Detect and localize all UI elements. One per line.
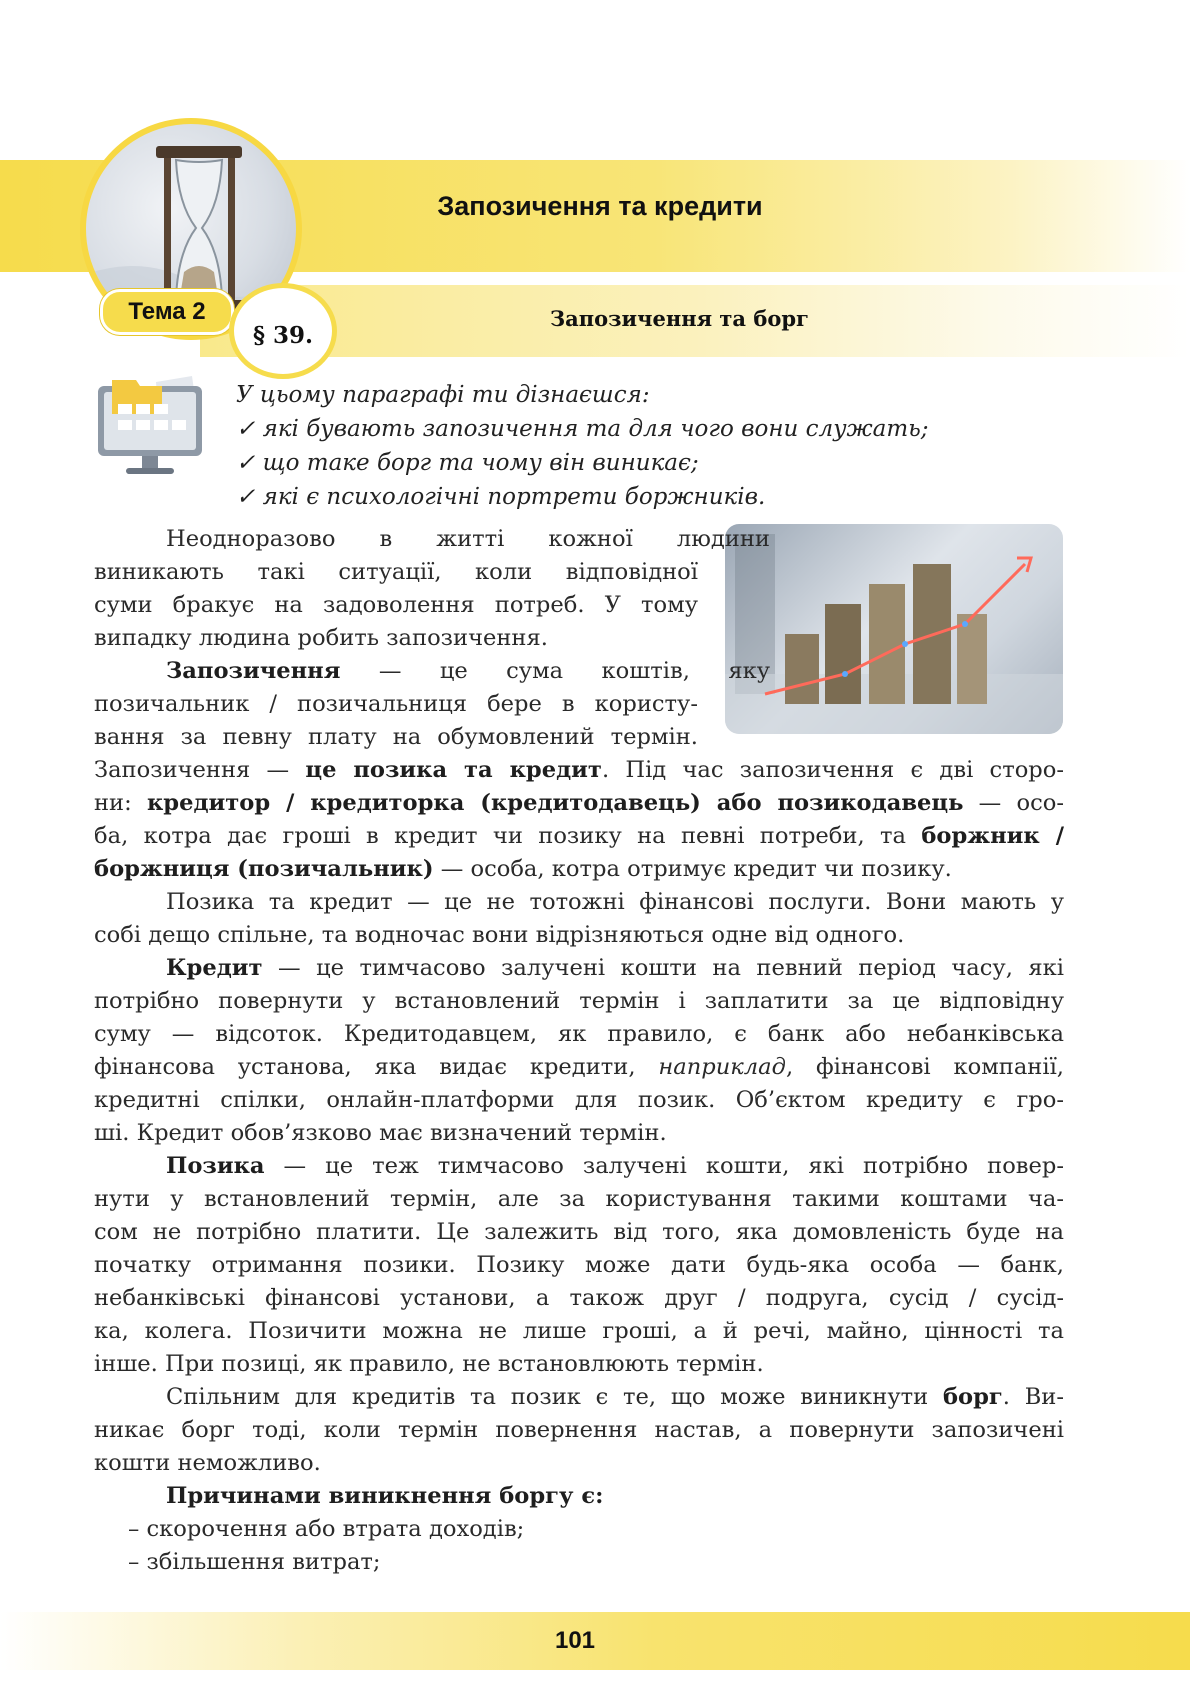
- list-item: – збільшення витрат;: [128, 1549, 381, 1575]
- text-line: нути у встановлений термін, але за користування такими коштами ча-: [94, 1186, 1064, 1212]
- intro-item: ✓ які є психологічні портрети боржників.: [236, 484, 766, 510]
- text-line: ші. Кредит обов’язково має визначений термін.: [94, 1120, 667, 1146]
- text-line: Запозичення — це сума коштів, яку: [166, 658, 770, 684]
- text-line: фінансова установа, яка видає кредити, наприклад, фінансові компанії,: [94, 1054, 1064, 1080]
- text-line: Позика — це теж тимчасово залучені кошти, які потрібно повер-: [166, 1153, 1064, 1179]
- page-number: 101: [554, 1627, 596, 1654]
- text-line: потрібно повернути у встановлений термін і заплатити за це відповідну: [94, 988, 1064, 1014]
- theme-label: Тема 2: [100, 289, 234, 335]
- text-line: початку отримання позики. Позику може дати будь-яка особа — банк,: [94, 1252, 1064, 1278]
- text-line: собі дещо спільне, та водночас вони відрізняються одне від одного.: [94, 922, 905, 948]
- body-text: [94, 523, 1064, 1579]
- text-line: ка, колега. Позичити можна не лише гроші, а й речі, майно, цінності та: [94, 1318, 1064, 1344]
- text-line: ни: кредитор / кредиторка (кредитодавець) або позикодавець — осо-: [94, 790, 1064, 816]
- text-line: виникають такі ситуації, коли відповідної: [94, 559, 698, 585]
- text-line: Спільним для кредитів та позик є те, що може виникнути борг. Ви-: [166, 1384, 1064, 1410]
- text-line: вання за певну плату на обумовлений термін.: [94, 724, 698, 750]
- text-line: кошти неможливо.: [94, 1450, 321, 1476]
- text-line: Запозичення — це позика та кредит. Під час запозичення є дві сторо-: [94, 757, 1064, 783]
- text-line: Неодноразово в житті кожної людини: [166, 526, 770, 552]
- text-line: никає борг тоді, коли термін повернення настав, а повернути запозичені: [94, 1417, 1064, 1443]
- text-line: небанківські фінансові установи, а також друг / подруга, сусід / сусід-: [94, 1285, 1064, 1311]
- intro-block: [236, 378, 1116, 514]
- text-line: суму — відсоток. Кредитодавцем, як правило, є банк або небанківська: [94, 1021, 1064, 1047]
- section-title: Запозичення та борг: [550, 306, 809, 331]
- text-line: випадку людина робить запозичення.: [94, 625, 548, 651]
- paragraph-number: § 39.: [229, 283, 337, 379]
- text-line: суми бракує на задоволення потреб. У тому: [94, 592, 698, 618]
- text-line: ба, котра дає гроші в кредит чи позику на певні потреби, та боржник /: [94, 823, 1064, 849]
- text-line: інше. При позиці, як правило, не встановлюють термін.: [94, 1351, 764, 1377]
- intro-item: ✓ що таке борг та чому він виникає;: [236, 450, 699, 476]
- text-line: сом не потрібно платити. Це залежить від того, яка домовленість буде на: [94, 1219, 1064, 1245]
- computer-folder-icon: [92, 374, 210, 482]
- intro-lead: У цьому параграфі ти дізнаєшся:: [236, 382, 650, 408]
- text-line: Причинами виникнення боргу є:: [166, 1483, 604, 1509]
- text-line: Позика та кредит — це не тотожні фінансові послуги. Вони мають у: [166, 889, 1064, 915]
- topic-title: Запозичення та кредити: [437, 191, 763, 221]
- text-line: кредитні спілки, онлайн-платформи для позик. Об’єктом кредиту є гро-: [94, 1087, 1064, 1113]
- text-line: боржниця (позичальник) — особа, котра отримує кредит чи позику.: [94, 856, 952, 882]
- text-line: позичальник / позичальниця бере в користу-: [94, 691, 698, 717]
- text-line: Кредит — це тимчасово залучені кошти на певний період часу, які: [166, 955, 1064, 981]
- intro-item: ✓ які бувають запозичення та для чого вони служать;: [236, 416, 929, 442]
- list-item: – скорочення або втрата доходів;: [128, 1516, 525, 1542]
